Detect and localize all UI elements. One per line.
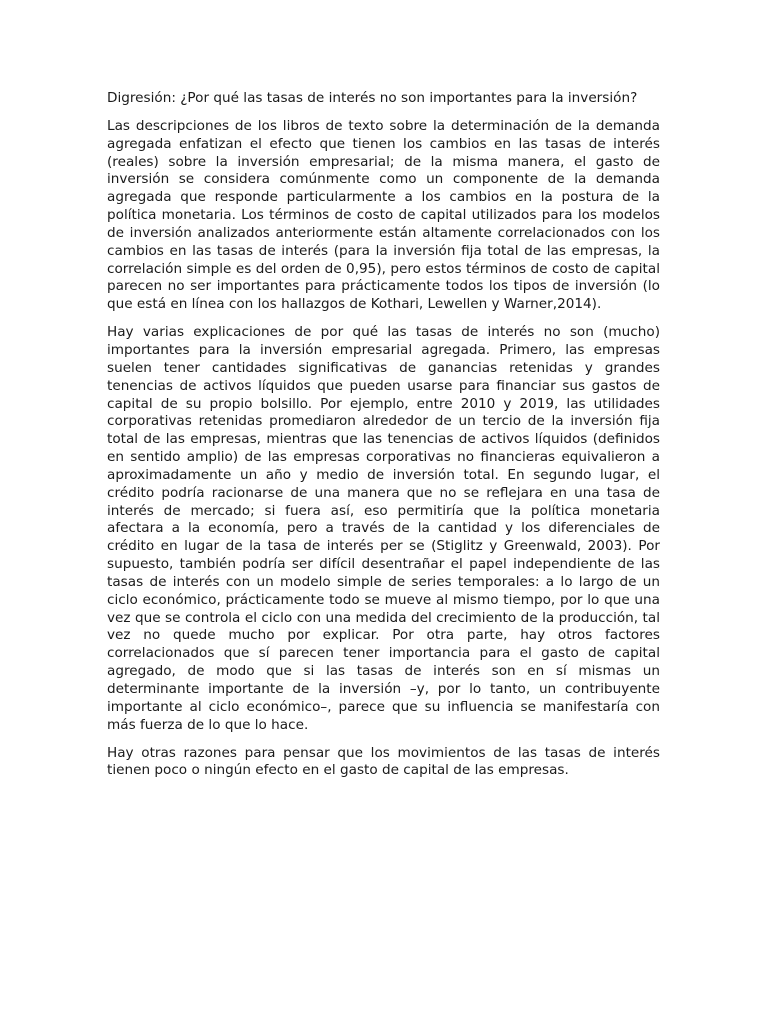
paragraph-2: Hay varias explicaciones de por qué las tasas de interés no son (mucho) importantes para la inversión empresarial agregada. Primero, las empresas suelen tener cantidades significativas de ganancias retenidas y grandes tenencias de activos líquidos que pueden usarse para financiar sus gastos de capital de su propio bolsillo. Por ejemplo, entre 2010 y 2019, las utilidades corporativas retenidas promediaron alrededor de un tercio de la inversión fija total de las empresas, mientras que las tenencias de activos líquidos (definidos en sentido amplio) de las empresas corporativas no financieras equivalieron a aproximadamente un año y medio de inversión total. En segundo lugar, el crédito podría racionarse de una manera que no se reflejara en una tasa de interés de mercado; si fuera así, eso permitiría que la política monetaria afectara a la economía, pero a través de la cantidad y los diferenciales de crédito en lugar de la tasa de interés per se (Stiglitz y Greenwald, 2003). Por supuesto, también podría ser difícil desentrañar el papel independiente de las tasas de interés con un modelo simple de series temporales: a lo largo de un ciclo económico, prácticamente todo se mueve al mismo tiempo, por lo que una vez que se controla el ciclo con una medida del crecimiento de la producción, tal vez no quede mucho por explicar. Por otra parte, hay otros factores correlacionados que sí parecen tener importancia para el gasto de capital agregado, de modo que si las tasas de interés son en sí mismas un determinante importante de la inversión –y, por lo tanto, un contribuyente importante al ciclo económico–, parece que su influencia se manifestaría con más fuerza de lo que lo hace.: [107, 324, 660, 733]
paragraph-1: Las descripciones de los libros de texto sobre la determinación de la demanda agregada enfatizan el efecto que tienen los cambios en las tasas de interés (reales) sobre la inversión empresarial; de la misma manera, el gasto de inversión se considera comúnmente como un componente de la demanda agregada que responde particularmente a los cambios en la postura de la política monetaria. Los términos de costo de capital utilizados para los modelos de inversión analizados anteriormente están altamente correlacionados con los cambios en las tasas de interés (para la inversión fija total de las empresas, la correlación simple es del orden de 0,95), pero estos términos de costo de capital parecen no ser importantes para prácticamente todos los tipos de inversión (lo que está en línea con los hallazgos de Kothari, Lewellen y Warner,2014).: [107, 117, 660, 313]
document-heading: Digresión: ¿Por qué las tasas de interés no son importantes para la inversión?: [107, 90, 638, 106]
paragraph-3: Hay otras razones para pensar que los movimientos de las tasas de interés tienen poco o ningún efecto en el gasto de capital de las empresas.: [107, 744, 660, 779]
document-page: [107, 90, 660, 790]
